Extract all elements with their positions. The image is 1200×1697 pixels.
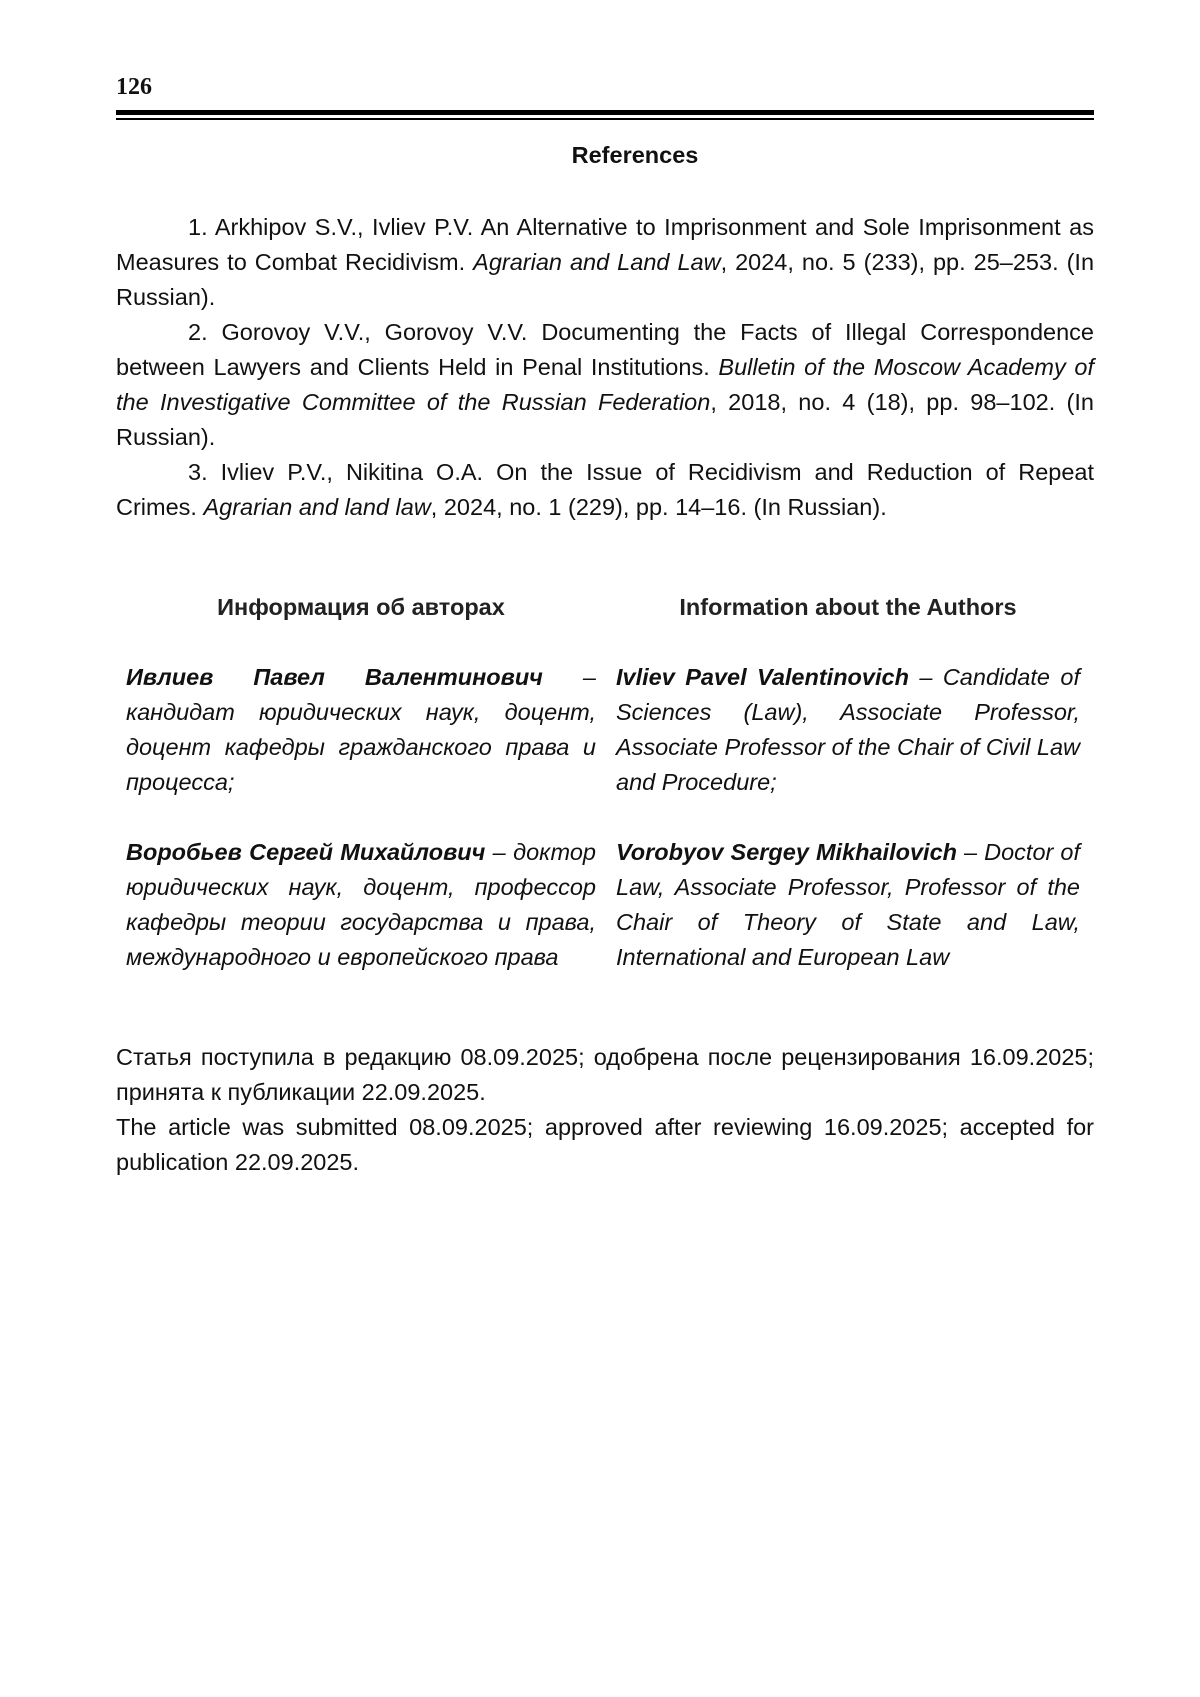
authors-info-en [616, 590, 1080, 1010]
author-desc: кандидат юридических наук, доцент, доцент кафедры гражданского права и процесса; [126, 699, 596, 795]
article-dates [116, 1040, 1094, 1180]
reference-number: 1. [188, 214, 208, 240]
reference-details: , 2018, no. 4 (18), pp. 98–102. (In Russian). [116, 389, 1094, 450]
reference-details: , 2024, no. 1 (229), pp. 14–16. (In Russian). [430, 494, 887, 520]
authors-info-ru [126, 590, 596, 1010]
author-entry [126, 835, 596, 975]
reference-item [116, 455, 1094, 525]
author-entry [616, 835, 1080, 975]
header-rule-thick [116, 110, 1094, 115]
references-heading: References [571, 142, 699, 168]
header-rule-thin [116, 118, 1094, 120]
reference-details: , 2024, no. 5 (233), pp. 25–253. (In Russian). [116, 249, 1095, 310]
author-name: Vorobyov Sergey Mikhailovich [616, 839, 957, 865]
author-dash: – [542, 664, 596, 690]
author-desc: Candidate of Sciences (Law), Associate Professor, Associate Professor of the Chair of Civil Law and Procedure; [616, 664, 1080, 795]
author-desc: доктор юридических наук, доцент, профессор кафедры теории государства и права, международного и европейского права [126, 839, 596, 970]
reference-number: 2. [188, 319, 208, 345]
reference-item [116, 210, 1094, 315]
dates-ru: Статья поступила в редакцию 08.09.2025; одобрена после рецензирования 16.09.2025; принята к публикации 22.09.2025. [116, 1044, 1094, 1105]
reference-journal: Bulletin of the Moscow Academy of the Investigative Committee of the Russian Federation [116, 354, 1095, 415]
author-dash: – [957, 839, 985, 865]
author-name: Ivliev Pavel Valentinovich [616, 664, 909, 690]
reference-authors: Gorovoy V.V., Gorovoy V.V. [221, 319, 528, 345]
reference-title: On the Issue of Recidivism and Reduction of Repeat Crimes. [116, 459, 1095, 520]
author-dash: – [908, 664, 943, 690]
reference-journal: Agrarian and Land Law [473, 249, 721, 275]
authors-heading-en: Information about the Authors [679, 594, 1017, 620]
reference-authors: Arkhipov S.V., Ivliev P.V. [214, 214, 474, 240]
author-name: Ивлиев Павел Валентинович [126, 664, 543, 690]
author-dash: – [485, 839, 514, 865]
reference-item [116, 315, 1094, 455]
reference-title: An Alternative to Imprisonment and Sole Imprisonment as Measures to Combat Recidivism. [116, 214, 1094, 275]
dates-en: The article was submitted 08.09.2025; approved after reviewing 16.09.2025; accepted for publication 22.09.2025. [116, 1114, 1094, 1175]
author-name: Воробьев Сергей Михайлович [126, 839, 486, 865]
reference-number: 3. [188, 459, 208, 485]
reference-authors: Ivliev P.V., Nikitina O.A. [220, 459, 484, 485]
author-desc: Doctor of Law, Associate Professor, Professor of the Chair of Theory of State and Law, International and European Law [616, 839, 1080, 970]
references-list [116, 210, 1094, 525]
authors-heading-ru: Информация об авторах [217, 594, 505, 620]
reference-journal: Agrarian and land law [203, 494, 431, 520]
author-entry [126, 660, 596, 800]
page-number: 126 [116, 74, 152, 100]
reference-title: Documenting the Facts of Illegal Correspondence between Lawyers and Clients Held in Penal Institutions. [116, 319, 1094, 380]
author-entry [616, 660, 1080, 800]
